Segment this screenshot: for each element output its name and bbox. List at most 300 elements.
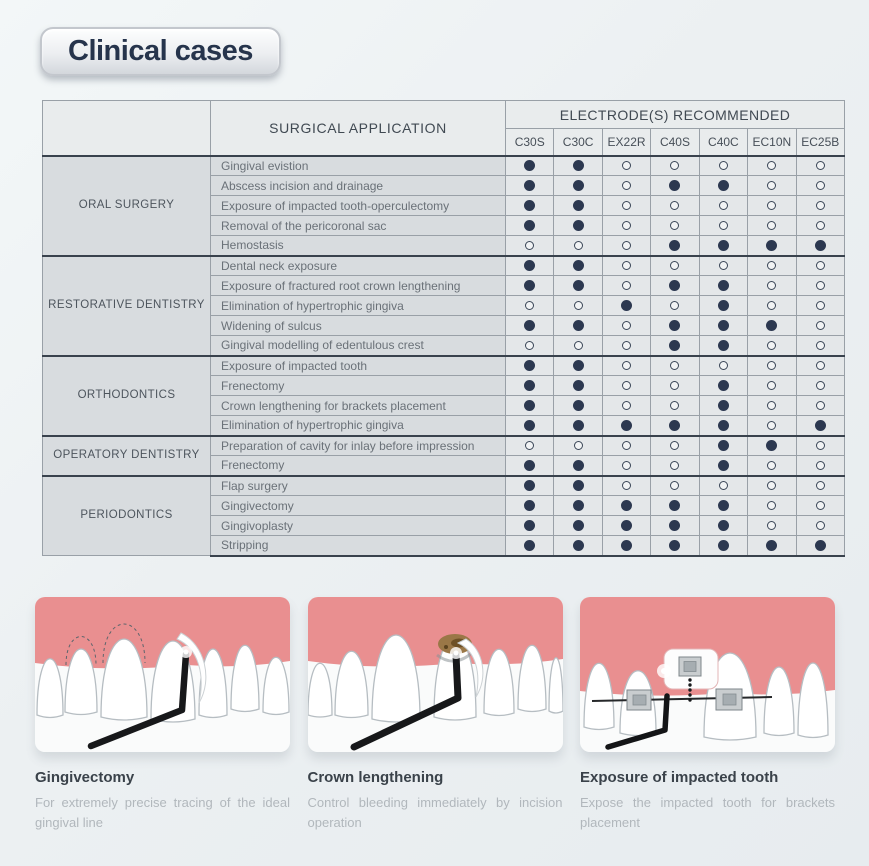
electrode-mark-cell [602,456,650,476]
electrode-mark-cell [506,356,554,376]
electrode-table [42,100,845,557]
not-recommended-dot-icon [816,461,825,470]
electrode-mark-cell [651,216,699,236]
electrode-mark-cell [554,276,602,296]
electrode-mark-cell [651,436,699,456]
not-recommended-dot-icon [670,401,679,410]
electrode-mark-cell [554,516,602,536]
electrode-mark-cell [796,476,844,496]
recommended-dot-icon [524,540,535,551]
electrode-mark-cell [651,156,699,176]
crown-lengthening-image [308,597,563,752]
application-cell: Exposure of impacted tooth-operculectomy [211,196,506,216]
electrode-mark-cell [796,496,844,516]
electrode-mark-cell [602,496,650,516]
recommended-dot-icon [524,460,535,471]
not-recommended-dot-icon [670,461,679,470]
not-recommended-dot-icon [719,261,728,270]
not-recommended-dot-icon [767,221,776,230]
recommended-dot-icon [573,320,584,331]
not-recommended-dot-icon [767,461,776,470]
electrode-mark-cell [506,156,554,176]
table-row [43,356,845,376]
electrode-mark-cell [748,336,796,356]
not-recommended-dot-icon [670,221,679,230]
recommended-dot-icon [524,520,535,531]
recommended-dot-icon [573,260,584,271]
electrode-mark-cell [748,236,796,256]
electrode-mark-cell [602,216,650,236]
electrode-mark-cell [796,396,844,416]
gingivectomy-image [35,597,290,752]
not-recommended-dot-icon [622,361,631,370]
not-recommended-dot-icon [767,161,776,170]
electrode-mark-cell [699,296,747,316]
not-recommended-dot-icon [816,181,825,190]
electrode-mark-cell [554,376,602,396]
electrode-mark-cell [554,436,602,456]
recommended-dot-icon [815,420,826,431]
title-badge [40,27,281,76]
electrode-mark-cell [554,216,602,236]
recommended-dot-icon [718,240,729,251]
electrode-mark-cell [554,496,602,516]
electrode-mark-cell [748,476,796,496]
electrode-mark-cell [602,476,650,496]
application-cell: Dental neck exposure [211,256,506,276]
recommended-dot-icon [573,200,584,211]
not-recommended-dot-icon [767,361,776,370]
electrode-mark-cell [796,316,844,336]
electrode-table-body [43,156,845,556]
electrode-mark-cell [506,416,554,436]
recommended-dot-icon [524,200,535,211]
not-recommended-dot-icon [622,241,631,250]
recommended-dot-icon [621,420,632,431]
electrode-mark-cell [796,236,844,256]
electrode-mark-cell [796,216,844,236]
electrode-mark-cell [554,256,602,276]
recommended-dot-icon [718,420,729,431]
category-cell: RESTORATIVE DENTISTRY [43,256,211,356]
not-recommended-dot-icon [574,301,583,310]
recommended-dot-icon [524,500,535,511]
not-recommended-dot-icon [767,281,776,290]
electrode-mark-cell [748,316,796,336]
application-cell: Hemostasis [211,236,506,256]
electrode-mark-cell [699,236,747,256]
not-recommended-dot-icon [816,161,825,170]
electrode-mark-cell [796,536,844,556]
application-cell: Frenectomy [211,376,506,396]
electrode-mark-cell [796,156,844,176]
electrode-mark-cell [748,256,796,276]
electrode-mark-cell [602,156,650,176]
recommended-dot-icon [718,280,729,291]
recommended-dot-icon [718,540,729,551]
electrode-mark-cell [602,516,650,536]
table-row [43,256,845,276]
electrode-mark-cell [748,276,796,296]
recommended-dot-icon [524,180,535,191]
electrode-mark-cell [602,416,650,436]
electrode-mark-cell [506,256,554,276]
application-cell: Removal of the pericoronal sac [211,216,506,236]
application-cell: Crown lengthening for brackets placement [211,396,506,416]
not-recommended-dot-icon [622,181,631,190]
not-recommended-dot-icon [767,261,776,270]
recommended-dot-icon [766,540,777,551]
table-row [43,156,845,176]
electrode-name-cell: EC10N [748,129,796,156]
not-recommended-dot-icon [670,381,679,390]
recommended-dot-icon [718,400,729,411]
electrode-mark-cell [506,316,554,336]
electrode-mark-cell [651,536,699,556]
table-row [43,476,845,496]
electrode-name-cell: EC25B [796,129,844,156]
card-title: Crown lengthening [307,769,444,786]
electrode-mark-cell [602,196,650,216]
electrode-mark-cell [602,316,650,336]
electrode-mark-cell [651,516,699,536]
electrode-mark-cell [651,456,699,476]
recommended-dot-icon [718,520,729,531]
electrode-mark-cell [699,216,747,236]
recommended-dot-icon [524,280,535,291]
not-recommended-dot-icon [670,261,679,270]
electrode-mark-cell [796,196,844,216]
recommended-dot-icon [621,540,632,551]
electrode-mark-cell [699,336,747,356]
electrode-mark-cell [506,436,554,456]
electrode-name-cell: C40S [651,129,699,156]
not-recommended-dot-icon [816,261,825,270]
electrode-mark-cell [506,216,554,236]
not-recommended-dot-icon [525,301,534,310]
card-title: Gingivectomy [35,769,135,786]
electrode-mark-cell [554,536,602,556]
card-exposure-impacted-tooth [580,597,835,833]
electrode-mark-cell [748,196,796,216]
clinical-cards [35,597,835,833]
electrode-mark-cell [651,416,699,436]
electrode-mark-cell [651,496,699,516]
exposure-impacted-tooth-image [580,597,835,752]
card-description: For extremely precise tracing of the ideal gingival line [35,795,290,831]
recommended-dot-icon [524,420,535,431]
electrode-mark-cell [554,336,602,356]
recommended-dot-icon [718,500,729,511]
electrode-mark-cell [554,236,602,256]
not-recommended-dot-icon [816,281,825,290]
electrode-mark-cell [699,536,747,556]
not-recommended-dot-icon [574,241,583,250]
electrode-mark-cell [796,296,844,316]
electrode-name-cell: C30S [506,129,554,156]
not-recommended-dot-icon [816,481,825,490]
electrode-mark-cell [506,496,554,516]
electrode-mark-cell [506,336,554,356]
electrode-mark-cell [748,296,796,316]
electrode-mark-cell [602,436,650,456]
not-recommended-dot-icon [622,481,631,490]
electrode-mark-cell [554,456,602,476]
electrode-mark-cell [699,356,747,376]
electrode-mark-cell [554,316,602,336]
not-recommended-dot-icon [767,381,776,390]
electrode-mark-cell [748,416,796,436]
category-cell: ORAL SURGERY [43,156,211,256]
recommended-dot-icon [718,320,729,331]
electrode-mark-cell [796,336,844,356]
electrode-mark-cell [554,156,602,176]
application-cell: Gingivoplasty [211,516,506,536]
electrode-mark-cell [506,376,554,396]
not-recommended-dot-icon [622,261,631,270]
electrode-name-cell: C40C [699,129,747,156]
recommended-dot-icon [766,320,777,331]
not-recommended-dot-icon [719,481,728,490]
recommended-dot-icon [621,520,632,531]
electrode-mark-cell [651,276,699,296]
electrode-mark-cell [506,476,554,496]
electrode-mark-cell [748,216,796,236]
not-recommended-dot-icon [816,521,825,530]
electrode-mark-cell [699,456,747,476]
electrode-mark-cell [554,396,602,416]
application-cell: Preparation of cavity for inlay before impression [211,436,506,456]
electrode-mark-cell [748,436,796,456]
electrode-mark-cell [602,296,650,316]
recommended-dot-icon [573,180,584,191]
electrode-mark-cell [602,336,650,356]
application-cell: Gingival evistion [211,156,506,176]
not-recommended-dot-icon [719,161,728,170]
recommended-dot-icon [524,380,535,391]
not-recommended-dot-icon [525,441,534,450]
electrode-mark-cell [602,276,650,296]
electrode-mark-cell [699,396,747,416]
not-recommended-dot-icon [622,461,631,470]
not-recommended-dot-icon [767,181,776,190]
not-recommended-dot-icon [574,441,583,450]
electrode-mark-cell [651,296,699,316]
electrode-mark-cell [651,196,699,216]
crown-lengthening-illustration [308,597,563,752]
recommended-dot-icon [573,380,584,391]
electrode-mark-cell [602,176,650,196]
electrode-mark-cell [651,356,699,376]
electrode-mark-cell [651,476,699,496]
electrode-mark-cell [506,396,554,416]
page-title: Clinical cases [68,35,253,67]
electrode-mark-cell [506,236,554,256]
recommended-dot-icon [669,180,680,191]
not-recommended-dot-icon [767,301,776,310]
electrode-mark-cell [699,276,747,296]
electrode-mark-cell [651,396,699,416]
electrode-mark-cell [554,296,602,316]
electrode-mark-cell [699,496,747,516]
electrode-mark-cell [602,376,650,396]
electrode-mark-cell [796,256,844,276]
electrode-mark-cell [796,436,844,456]
recommended-dot-icon [573,420,584,431]
recommended-dot-icon [815,240,826,251]
electrode-mark-cell [699,476,747,496]
electrode-mark-cell [748,456,796,476]
not-recommended-dot-icon [767,501,776,510]
electrode-mark-cell [699,256,747,276]
electrode-mark-cell [602,536,650,556]
electrode-mark-cell [699,416,747,436]
recommended-dot-icon [766,440,777,451]
recommended-dot-icon [718,180,729,191]
electrode-mark-cell [506,296,554,316]
not-recommended-dot-icon [670,361,679,370]
not-recommended-dot-icon [767,481,776,490]
application-cell: Flap surgery [211,476,506,496]
electrode-mark-cell [699,176,747,196]
electrode-mark-cell [506,536,554,556]
electrode-mark-cell [796,416,844,436]
electrode-mark-cell [748,376,796,396]
recommended-dot-icon [573,500,584,511]
recommended-dot-icon [669,280,680,291]
category-cell: OPERATORY DENTISTRY [43,436,211,476]
application-cell: Abscess incision and drainage [211,176,506,196]
application-cell: Gingivectomy [211,496,506,516]
not-recommended-dot-icon [622,201,631,210]
recommended-dot-icon [669,320,680,331]
not-recommended-dot-icon [670,481,679,490]
electrode-mark-cell [602,356,650,376]
electrode-mark-cell [602,236,650,256]
electrode-mark-cell [699,316,747,336]
recommended-dot-icon [524,160,535,171]
electrode-mark-cell [506,276,554,296]
application-cell: Exposure of impacted tooth [211,356,506,376]
electrode-mark-cell [796,516,844,536]
electrode-mark-cell [602,396,650,416]
category-cell: ORTHODONTICS [43,356,211,436]
not-recommended-dot-icon [622,221,631,230]
application-cell: Gingival modelling of edentulous crest [211,336,506,356]
electrode-mark-cell [748,516,796,536]
recommended-dot-icon [669,540,680,551]
electrode-mark-cell [748,496,796,516]
not-recommended-dot-icon [816,221,825,230]
electrode-mark-cell [506,196,554,216]
recommended-dot-icon [766,240,777,251]
recommended-dot-icon [573,400,584,411]
application-cell: Widening of sulcus [211,316,506,336]
electrode-mark-cell [796,456,844,476]
recommended-dot-icon [573,280,584,291]
electrode-mark-cell [506,176,554,196]
recommended-dot-icon [669,420,680,431]
recommended-dot-icon [718,340,729,351]
not-recommended-dot-icon [670,161,679,170]
not-recommended-dot-icon [622,381,631,390]
not-recommended-dot-icon [816,381,825,390]
electrode-mark-cell [554,176,602,196]
not-recommended-dot-icon [670,301,679,310]
not-recommended-dot-icon [816,401,825,410]
not-recommended-dot-icon [719,201,728,210]
not-recommended-dot-icon [719,361,728,370]
electrode-mark-cell [651,256,699,276]
application-cell: Elimination of hypertrophic gingiva [211,416,506,436]
electrode-mark-cell [651,316,699,336]
not-recommended-dot-icon [622,441,631,450]
recommended-dot-icon [718,300,729,311]
recommended-dot-icon [524,360,535,371]
recommended-dot-icon [669,240,680,251]
exposure-impacted-tooth-illustration [580,597,835,752]
category-cell: PERIODONTICS [43,476,211,556]
not-recommended-dot-icon [622,161,631,170]
application-cell: Elimination of hypertrophic gingiva [211,296,506,316]
electrode-mark-cell [748,536,796,556]
application-cell: Exposure of fractured root crown lengthening [211,276,506,296]
recommended-dot-icon [524,480,535,491]
recommended-dot-icon [524,260,535,271]
not-recommended-dot-icon [767,341,776,350]
not-recommended-dot-icon [622,401,631,410]
card-description: Control bleeding immediately by incision operation [307,795,563,831]
recommended-dot-icon [621,500,632,511]
recommended-dot-icon [718,440,729,451]
electrode-mark-cell [506,456,554,476]
electrode-mark-cell [699,196,747,216]
electrode-mark-cell [602,256,650,276]
surgical-application-header: SURGICAL APPLICATION [211,101,506,156]
not-recommended-dot-icon [574,341,583,350]
card-gingivectomy [35,597,290,833]
electrode-mark-cell [699,156,747,176]
electrode-mark-cell [699,516,747,536]
recommended-dot-icon [573,360,584,371]
recommended-dot-icon [669,340,680,351]
recommended-dot-icon [815,540,826,551]
recommended-dot-icon [669,500,680,511]
recommended-dot-icon [573,480,584,491]
application-cell: Stripping [211,536,506,556]
recommended-dot-icon [621,300,632,311]
recommended-dot-icon [669,520,680,531]
gingivectomy-illustration [35,597,290,752]
electrode-mark-cell [699,436,747,456]
not-recommended-dot-icon [816,321,825,330]
not-recommended-dot-icon [622,341,631,350]
electrode-mark-cell [796,356,844,376]
electrode-mark-cell [748,176,796,196]
not-recommended-dot-icon [816,301,825,310]
table-corner-cell [43,101,211,156]
electrode-name-cell: C30C [554,129,602,156]
card-title: Exposure of impacted tooth [580,769,779,786]
not-recommended-dot-icon [525,341,534,350]
card-description: Expose the impacted tooth for brackets placement [580,795,835,831]
not-recommended-dot-icon [816,441,825,450]
electrode-mark-cell [651,236,699,256]
not-recommended-dot-icon [816,201,825,210]
electrode-mark-cell [796,376,844,396]
recommended-dot-icon [573,540,584,551]
electrode-mark-cell [748,156,796,176]
